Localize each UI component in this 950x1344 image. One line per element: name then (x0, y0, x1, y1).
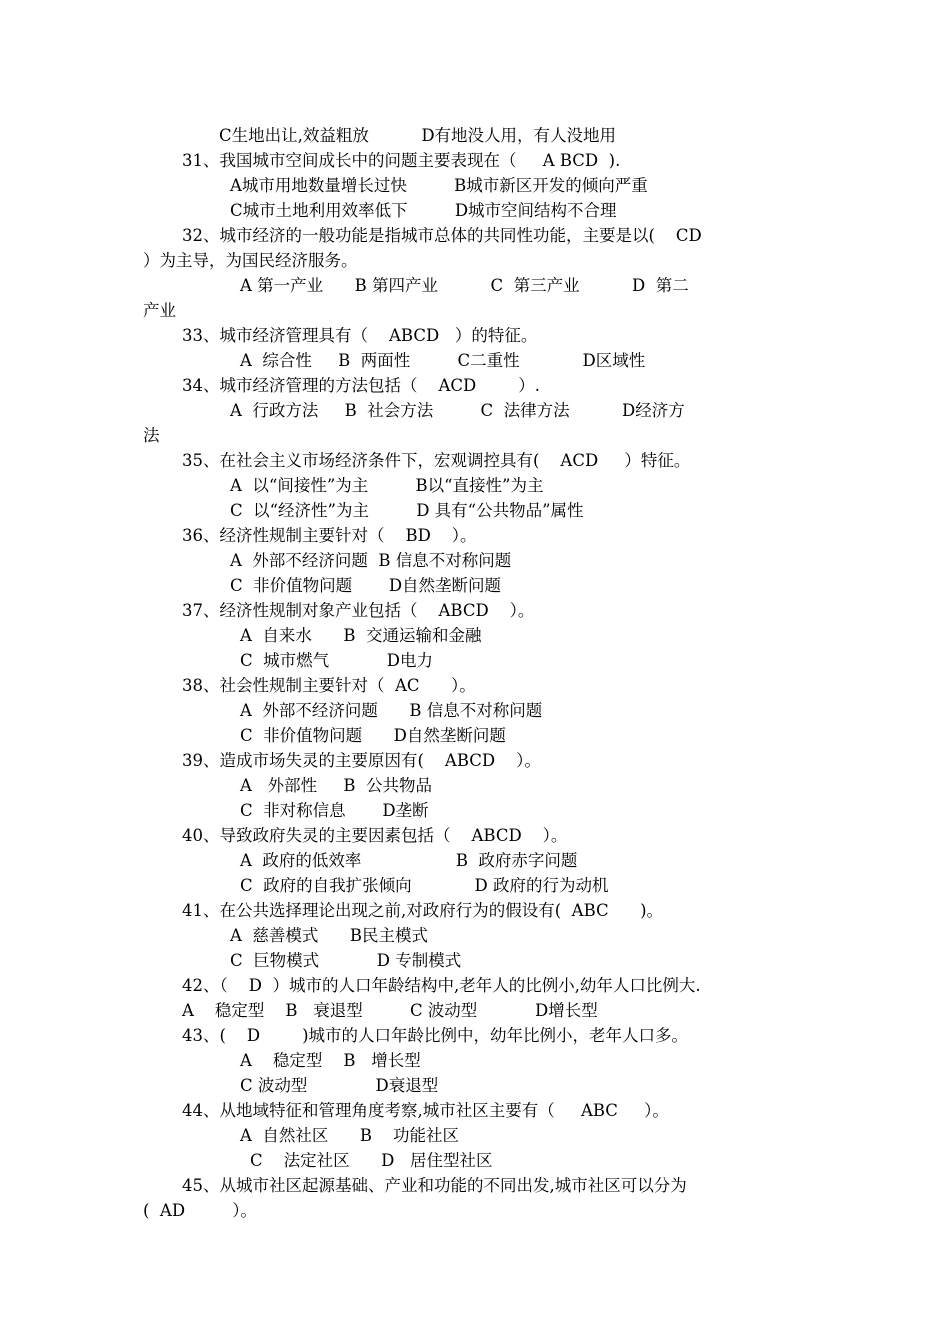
text-line: ( AD ）。 (143, 1201, 258, 1220)
text-line: A 外部不经济问题 B 信息不对称问题 (230, 551, 512, 570)
text-line: 法 (143, 426, 160, 445)
text-line: A 第一产业 B 第四产业 C 第三产业 D 第二 (240, 276, 689, 295)
text-line: A 稳定型 B 增长型 (240, 1051, 421, 1070)
question-36: 36、经济性规制主要针对（ BD ）。 (182, 526, 477, 545)
question-33: 33、城市经济管理具有（ ABCD ）的特征。 (182, 326, 538, 345)
question-41: 41、在公共选择理论出现之前,对政府行为的假设有( ABC )。 (182, 901, 664, 920)
text-line: A 外部不经济问题 B 信息不对称问题 (240, 701, 543, 720)
question-42: 42、（ D ）城市的人口年龄结构中,老年人的比例小,幼年人口比例大. (182, 976, 701, 995)
question-32: 32、城市经济的一般功能是指城市总体的共同性功能，主要是以( CD (182, 226, 702, 245)
text-line: C 城市燃气 D电力 (240, 651, 434, 670)
text-line: A 以“间接性”为主 B以“直接性”为主 (230, 476, 544, 495)
text-line: C 非价值物问题 D自然垄断问题 (230, 576, 502, 595)
text-line: C生地出让,效益粗放 D有地没人用，有人没地用 (219, 126, 617, 145)
text-line: C 波动型 D衰退型 (240, 1076, 439, 1095)
question-45: 45、从城市社区起源基础、产业和功能的不同出发,城市社区可以分为 (182, 1176, 687, 1195)
question-37: 37、经济性规制对象产业包括（ ABCD ）。 (182, 601, 535, 620)
text-line: ）为主导，为国民经济服务。 (143, 251, 358, 270)
text-line: A 自来水 B 交通运输和金融 (240, 626, 482, 645)
question-44: 44、从地域特征和管理角度考察,城市社区主要有（ ABC ）。 (182, 1101, 669, 1120)
text-line: C城市土地利用效率低下 D城市空间结构不合理 (230, 201, 617, 220)
text-line: C 政府的自我扩张倾向 D 政府的行为动机 (240, 876, 609, 895)
text-line: A城市用地数量增长过快 B城市新区开发的倾向严重 (230, 176, 648, 195)
text-line: A 政府的低效率 B 政府赤字问题 (240, 851, 578, 870)
text-line: A 慈善模式 B民主模式 (230, 926, 428, 945)
text-line: C 巨物模式 D 专制模式 (230, 951, 462, 970)
question-31: 31、我国城市空间成长中的问题主要表现在（ A BCD ). (182, 151, 621, 170)
question-39: 39、造成市场失灵的主要原因有( ABCD ）。 (182, 751, 541, 770)
question-40: 40、导致政府失灵的主要因素包括（ ABCD ）。 (182, 826, 568, 845)
text-line: A 稳定型 B 衰退型 C 波动型 D增长型 (182, 1001, 598, 1020)
question-43: 43、( D )城市的人口年龄比例中，幼年比例小，老年人口多。 (182, 1026, 689, 1045)
text-line: A 综合性 B 两面性 C二重性 D区域性 (240, 351, 646, 370)
text-line: 产业 (143, 301, 176, 320)
question-38: 38、社会性规制主要针对（ AC ）。 (182, 676, 476, 695)
text-line: C 以“经济性”为主 D 具有“公共物品”属性 (230, 501, 584, 520)
text-line: A 自然社区 B 功能社区 (240, 1126, 459, 1145)
text-line: C 法定社区 D 居住型社区 (250, 1151, 493, 1170)
question-35: 35、在社会主义市场经济条件下，宏观调控具有( ACD ）特征。 (182, 451, 691, 470)
text-line: A 外部性 B 公共物品 (240, 776, 432, 795)
question-34: 34、城市经济管理的方法包括（ ACD ）. (182, 376, 540, 395)
text-line: A 行政方法 B 社会方法 C 法律方法 D经济方 (230, 401, 685, 420)
text-line: C 非对称信息 D垄断 (240, 801, 429, 820)
text-line: C 非价值物问题 D自然垄断问题 (240, 726, 506, 745)
